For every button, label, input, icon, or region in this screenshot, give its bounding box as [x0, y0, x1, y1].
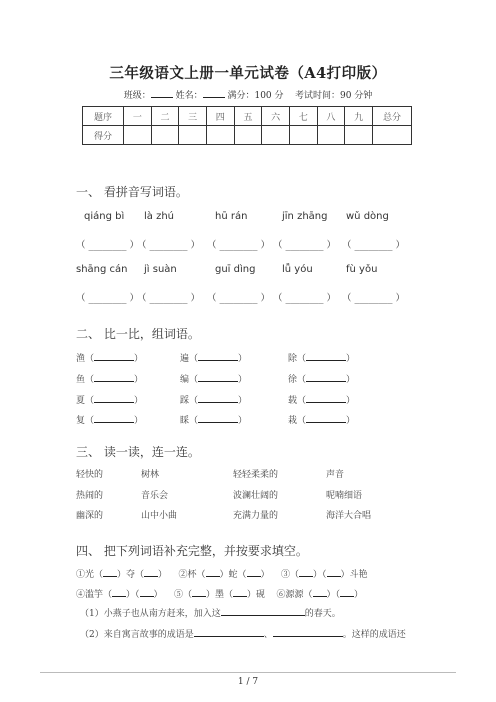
page-title: 三年级语文上册一单元试卷（A4打印版） — [109, 65, 387, 82]
question-2 — [80, 627, 406, 640]
match-item[interactable]: 轻快的 — [76, 470, 104, 480]
question-text: 的春天。 — [304, 609, 341, 619]
idiom-blank[interactable] — [112, 588, 126, 597]
bracket-close: ） — [134, 416, 144, 426]
compare-item — [288, 351, 355, 364]
pinyin: là zhú — [144, 211, 175, 222]
word-blank[interactable] — [306, 373, 346, 382]
idiom-text: ） — [153, 590, 163, 600]
section-3-heading: 三、 读一读，连一连。 — [76, 445, 200, 459]
answer-bracket[interactable]: （ ________ ） — [76, 240, 140, 251]
score-header: 八 — [317, 107, 345, 126]
compare-item — [288, 413, 355, 426]
score-table — [82, 106, 412, 145]
score-header: 六 — [262, 107, 290, 126]
compare-char: 夏 — [76, 396, 86, 406]
name-label: 姓名： — [175, 91, 203, 101]
compare-char: 编 — [180, 375, 190, 385]
compare-item — [288, 372, 355, 385]
compare-char: 渔 — [76, 354, 86, 364]
compare-item — [180, 351, 247, 364]
idiom-text: ⑤（ — [174, 590, 193, 600]
bracket-open: （ — [85, 396, 95, 406]
score-header: 总分 — [373, 107, 412, 126]
idiom-blank[interactable] — [192, 588, 206, 597]
idiom-blank[interactable] — [144, 568, 158, 577]
compare-char: 除 — [288, 354, 298, 364]
word-blank[interactable] — [198, 394, 238, 403]
compare-item — [76, 413, 143, 426]
answer-bracket[interactable]: （ ________ ） — [207, 293, 271, 304]
answer-bracket[interactable]: （ ________ ） — [76, 293, 140, 304]
score-cell[interactable] — [289, 126, 317, 145]
word-blank[interactable] — [198, 414, 238, 423]
answer-bracket[interactable]: （ ________ ） — [342, 240, 406, 251]
idiom-line-2 — [76, 587, 363, 600]
bracket-close: ） — [346, 354, 356, 364]
idiom-text: ①光（ — [76, 570, 104, 580]
answer-bracket[interactable]: （ ________ ） — [137, 293, 201, 304]
bracket-open: （ — [189, 375, 199, 385]
match-item[interactable]: 幽深的 — [76, 511, 104, 521]
compare-char: 睬 — [180, 416, 190, 426]
pinyin: jì suàn — [144, 264, 177, 275]
answer-bracket[interactable]: （ ________ ） — [273, 240, 337, 251]
bracket-close: ） — [238, 375, 248, 385]
idiom-text: ）墨（ — [206, 590, 234, 600]
pinyin: lǚ yóu — [282, 264, 313, 275]
idiom-text: ）夺（ — [117, 570, 145, 580]
bracket-open: （ — [297, 375, 307, 385]
footer-divider — [40, 672, 456, 673]
score-row-label: 得分 — [83, 126, 124, 145]
pinyin: qiáng bì — [84, 211, 125, 222]
bracket-open: （ — [85, 416, 95, 426]
compare-char: 踩 — [180, 396, 190, 406]
pinyin: hū rán — [215, 211, 248, 222]
page-number: 1 / 7 — [237, 677, 259, 687]
score-cell[interactable] — [179, 126, 207, 145]
idiom-blank[interactable] — [299, 568, 313, 577]
answer-bracket[interactable]: （ ________ ） — [342, 293, 406, 304]
idiom-text: ③（ — [281, 570, 300, 580]
answer-bracket[interactable]: （ ________ ） — [137, 240, 201, 251]
match-item[interactable]: 声音 — [326, 470, 345, 480]
pinyin: jīn zhāng — [282, 211, 328, 222]
bracket-close: ） — [134, 354, 144, 364]
bracket-close: ） — [134, 396, 144, 406]
compare-item — [180, 413, 247, 426]
bracket-open: （ — [297, 354, 307, 364]
full-score: 满分：100 分 — [227, 91, 284, 101]
score-header: 五 — [234, 107, 262, 126]
bracket-close: ） — [346, 416, 356, 426]
bracket-open: （ — [85, 354, 95, 364]
match-item[interactable]: 轻轻柔柔的 — [233, 470, 279, 480]
answer-bracket[interactable]: （ ________ ） — [273, 293, 337, 304]
question-text: 。这样的成语还 — [342, 630, 406, 640]
compare-char: 复 — [76, 416, 86, 426]
answer-blank[interactable] — [194, 628, 264, 637]
compare-item — [288, 393, 355, 406]
name-blank — [203, 88, 225, 98]
idiom-blank[interactable] — [140, 588, 154, 597]
compare-item — [180, 393, 247, 406]
word-blank[interactable] — [306, 352, 346, 361]
compare-char: 遍 — [180, 354, 190, 364]
compare-char: 载 — [288, 396, 298, 406]
idiom-blank[interactable] — [313, 588, 327, 597]
score-header-row — [83, 107, 412, 126]
bracket-open: （ — [189, 396, 199, 406]
score-header: 一 — [124, 107, 152, 126]
idiom-text: ）（ — [313, 570, 327, 580]
idiom-text: ） — [260, 570, 270, 580]
score-header: 二 — [151, 107, 179, 126]
question-text: （2）来自寓言故事的成语是 — [80, 630, 194, 640]
score-header: 三 — [179, 107, 207, 126]
pinyin: wǔ dòng — [346, 211, 389, 222]
score-header: 七 — [289, 107, 317, 126]
word-blank[interactable] — [94, 352, 134, 361]
pinyin: shāng cán — [76, 264, 128, 275]
question-1 — [80, 606, 341, 619]
word-blank[interactable] — [94, 394, 134, 403]
section-2-heading: 二、 比一比，组词语。 — [76, 327, 200, 341]
bracket-close: ） — [238, 396, 248, 406]
score-cell[interactable] — [345, 126, 373, 145]
idiom-line-1 — [76, 567, 368, 580]
score-row — [83, 126, 412, 145]
word-blank[interactable] — [94, 373, 134, 382]
info-line — [0, 88, 496, 101]
score-cell[interactable] — [206, 126, 234, 145]
bracket-open: （ — [85, 375, 95, 385]
compare-item — [76, 372, 143, 385]
match-item[interactable]: 音乐会 — [141, 491, 169, 501]
idiom-blank[interactable] — [247, 568, 261, 577]
idiom-text: ）（ — [126, 590, 140, 600]
match-item[interactable]: 树林 — [141, 470, 160, 480]
score-cell[interactable] — [124, 126, 152, 145]
answer-blank[interactable] — [273, 628, 343, 637]
compare-item — [76, 393, 143, 406]
pinyin: fù yǒu — [346, 264, 378, 275]
idiom-text: ） — [158, 570, 168, 580]
section-4-heading: 四、 把下列词语补充完整，并按要求填空。 — [76, 544, 308, 558]
match-item[interactable]: 海洋大合唱 — [326, 511, 372, 521]
bracket-open: （ — [189, 416, 199, 426]
idiom-text: ②杯（ — [178, 570, 206, 580]
bracket-open: （ — [297, 396, 307, 406]
question-text: （1）小燕子也从南方赶来，加入这 — [80, 609, 221, 619]
compare-char: 栽 — [288, 416, 298, 426]
score-cell[interactable] — [262, 126, 290, 145]
answer-blank[interactable] — [221, 607, 305, 616]
compare-item — [180, 372, 247, 385]
compare-char: 鱼 — [76, 375, 86, 385]
score-cell[interactable] — [317, 126, 345, 145]
compare-char: 徐 — [288, 375, 298, 385]
score-cell[interactable] — [234, 126, 262, 145]
bracket-close: ） — [238, 354, 248, 364]
idiom-text: ）斗艳 — [340, 570, 368, 580]
idiom-text: ）（ — [326, 590, 341, 600]
match-item[interactable]: 充满力量的 — [233, 511, 279, 521]
bracket-close: ） — [346, 375, 356, 385]
score-header: 题序 — [83, 107, 124, 126]
idiom-blank[interactable] — [340, 588, 354, 597]
bracket-close: ） — [238, 416, 248, 426]
score-header: 四 — [206, 107, 234, 126]
word-blank[interactable] — [306, 394, 346, 403]
score-cell[interactable] — [151, 126, 179, 145]
question-text: 、 — [263, 630, 273, 640]
idiom-blank[interactable] — [206, 568, 220, 577]
match-item[interactable]: 热闹的 — [76, 491, 104, 501]
section-1-heading: 一、 看拼音写词语。 — [76, 185, 188, 199]
score-cell[interactable] — [373, 126, 412, 145]
word-blank[interactable] — [306, 414, 346, 423]
idiom-text: ）蛇（ — [219, 570, 247, 580]
word-blank[interactable] — [198, 373, 238, 382]
compare-item — [76, 351, 143, 364]
idiom-blank[interactable] — [103, 568, 117, 577]
idiom-blank[interactable] — [327, 568, 341, 577]
match-item[interactable]: 山中小曲 — [141, 511, 178, 521]
word-blank[interactable] — [198, 352, 238, 361]
idiom-text: ）砚 — [247, 590, 266, 600]
bracket-open: （ — [189, 354, 199, 364]
class-label: 班级： — [123, 91, 151, 101]
exam-time: 考试时间：90 分钟 — [294, 91, 373, 101]
bracket-close: ） — [134, 375, 144, 385]
pinyin: guī dìng — [215, 264, 256, 275]
idiom-text: ⑥源源（ — [276, 590, 313, 600]
bracket-close: ） — [346, 396, 356, 406]
idiom-text: ④滥竽（ — [76, 590, 113, 600]
word-blank[interactable] — [94, 414, 134, 423]
match-item[interactable]: 呢喃细语 — [326, 491, 363, 501]
match-item[interactable]: 波澜壮阔的 — [233, 491, 279, 501]
answer-bracket[interactable]: （ ________ ） — [207, 240, 271, 251]
idiom-blank[interactable] — [233, 588, 247, 597]
bracket-open: （ — [297, 416, 307, 426]
idiom-text: ） — [354, 590, 364, 600]
class-blank — [151, 88, 173, 98]
score-header: 九 — [345, 107, 373, 126]
